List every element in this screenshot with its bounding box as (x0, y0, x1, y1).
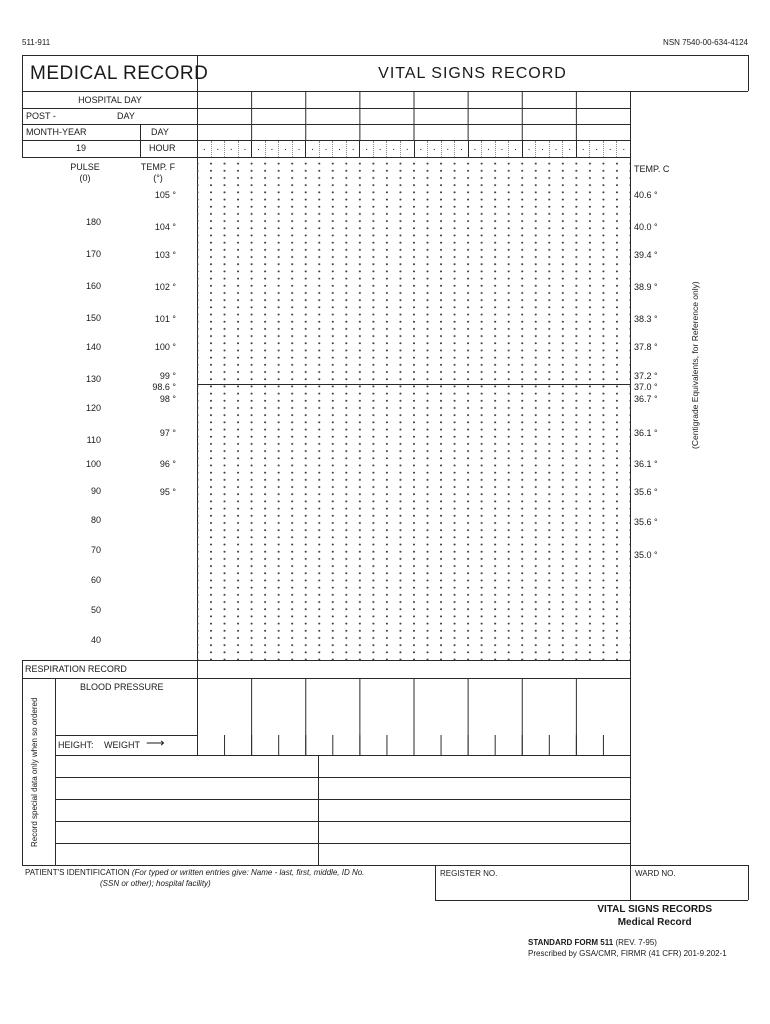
pulse-label: 50 (90, 605, 101, 615)
pulse-unit: (0) (79, 173, 91, 183)
temp-f-label: 98 ° (159, 394, 176, 404)
hour-label: HOUR (149, 143, 176, 153)
pulse-label: 130 (85, 374, 101, 384)
ward-no-field[interactable] (631, 866, 747, 899)
rule-line (140, 124, 141, 157)
hour-cell[interactable]: · (346, 141, 360, 157)
rule-line (748, 55, 749, 91)
special-data-side-note: Record special data only when so ordered (30, 697, 39, 847)
patient-id-label: PATIENT'S IDENTIFICATION (25, 868, 130, 877)
hour-cell[interactable]: · (535, 141, 549, 157)
special-data-rows[interactable] (55, 755, 630, 865)
day-columns-header[interactable] (197, 91, 630, 140)
register-no-field[interactable] (436, 866, 629, 899)
height-weight-grid[interactable] (197, 735, 630, 755)
temp-c-label: 35.6 ° (634, 487, 658, 497)
pulse-label: 120 (85, 403, 101, 413)
hour-cell[interactable]: · (373, 141, 387, 157)
hour-cell[interactable]: · (332, 141, 346, 157)
hour-cell[interactable]: · (224, 141, 238, 157)
hour-cell[interactable]: · (562, 141, 576, 157)
centigrade-note: (Centigrade Equivalents, for Reference only) (690, 281, 700, 449)
medical-record-title: MEDICAL RECORD (30, 63, 209, 84)
hour-row (197, 141, 630, 157)
height-label: HEIGHT: (58, 740, 94, 750)
temp-f-unit: (°) (153, 173, 163, 183)
temp-f-label: 99 ° (159, 371, 176, 381)
hour-cell[interactable]: · (319, 141, 333, 157)
temp-c-label: 37.0 ° (634, 382, 658, 392)
patient-id-note-2: (SSN or other); hospital facility) (100, 879, 211, 888)
temp-f-label: 101 ° (154, 314, 176, 324)
temp-f-label: 105 ° (154, 190, 176, 200)
temp-f-label: 97 ° (159, 428, 176, 438)
month-year-label: MONTH-YEAR (26, 127, 87, 137)
rule-line (748, 865, 749, 900)
hour-cell[interactable]: · (238, 141, 252, 157)
temp-c-label: 35.0 ° (634, 550, 658, 560)
hour-cell[interactable]: · (359, 141, 373, 157)
document-title-block (597, 903, 712, 929)
rule-line (22, 660, 630, 661)
hour-cell[interactable]: · (400, 141, 414, 157)
temp-c-label: 40.0 ° (634, 222, 658, 232)
hour-cell[interactable]: · (265, 141, 279, 157)
pulse-label: 70 (90, 545, 101, 555)
hour-cell[interactable]: · (414, 141, 428, 157)
rule-line (630, 91, 631, 900)
hospital-day-label: HOSPITAL DAY (78, 95, 142, 105)
form-name: STANDARD FORM 511 (528, 938, 614, 947)
temp-c-label: 40.6 ° (634, 190, 658, 200)
temp-f-header: TEMP. F (140, 162, 176, 172)
hour-cell[interactable]: · (576, 141, 590, 157)
temp-c-label: 36.1 ° (634, 459, 658, 469)
post-day-label: DAY (117, 111, 135, 121)
hour-cell[interactable]: · (278, 141, 292, 157)
hour-cell[interactable]: · (508, 141, 522, 157)
temp-f-label: 103 ° (154, 250, 176, 260)
temp-f-label: 95 ° (159, 487, 176, 497)
pulse-label: 140 (85, 342, 101, 352)
temp-c-label: 38.3 ° (634, 314, 658, 324)
patient-id-field[interactable] (22, 866, 434, 916)
vital-signs-title: VITAL SIGNS RECORD (378, 65, 567, 82)
hour-cell[interactable]: · (481, 141, 495, 157)
rule-line (22, 660, 23, 865)
hour-cell[interactable]: · (441, 141, 455, 157)
prescribed-by: Prescribed by GSA/CMR, FIRMR (41 CFR) 201-9.202-1 (528, 949, 727, 958)
rule-line (22, 55, 748, 56)
hour-cell[interactable]: · (468, 141, 482, 157)
patient-id-note-1: (For typed or written entries give: Name - last, first, middle, ID No. (131, 868, 365, 877)
hour-cell[interactable]: · (495, 141, 509, 157)
ward-no-label: WARD NO. (635, 869, 676, 878)
hour-cell[interactable]: · (603, 141, 617, 157)
pulse-label: 60 (90, 575, 101, 585)
temp-f-label: 102 ° (154, 282, 176, 292)
temp-f-label: 104 ° (154, 222, 176, 232)
hour-cell[interactable]: · (211, 141, 225, 157)
doc-title: VITAL SIGNS RECORDS (597, 904, 712, 915)
hour-cell[interactable]: · (616, 141, 630, 157)
hour-cell[interactable]: · (292, 141, 306, 157)
pulse-label: 80 (90, 515, 101, 525)
pulse-label: 110 (86, 435, 101, 445)
year-prefix-label: 19 (75, 143, 86, 153)
chart-plot-area[interactable] (197, 157, 630, 660)
pulse-label: 160 (85, 281, 101, 291)
temp-c-label: 39.4 ° (634, 250, 658, 260)
day-label: DAY (151, 127, 169, 137)
post-label: POST - (26, 111, 56, 121)
hour-cell[interactable]: · (386, 141, 400, 157)
temp-c-label: 37.8 ° (634, 342, 658, 352)
hour-cell[interactable]: · (251, 141, 265, 157)
weight-label: WEIGHT (104, 740, 140, 750)
hour-cell[interactable]: · (197, 141, 211, 157)
rule-line (435, 900, 748, 901)
doc-subtitle: Medical Record (617, 917, 692, 928)
pulse-header: PULSE (70, 162, 100, 172)
pulse-label: 170 (85, 249, 101, 259)
hour-cell[interactable]: · (305, 141, 319, 157)
form-rev: (REV. 7-95) (615, 938, 657, 947)
pulse-label: 90 (90, 486, 101, 496)
temp-c-label: 37.2 ° (634, 371, 658, 381)
temp-f-label: 98.6 ° (152, 382, 176, 392)
respiration-record-label: RESPIRATION RECORD (25, 664, 127, 674)
rule-line (22, 55, 23, 157)
pulse-label: 40 (90, 635, 101, 645)
rule-line (55, 735, 197, 736)
nsn-number: NSN 7540-00-634-4124 (663, 38, 748, 47)
blood-pressure-label: BLOOD PRESSURE (80, 682, 164, 692)
pulse-label: 100 (85, 459, 101, 469)
temp-c-label: 38.9 ° (634, 282, 658, 292)
register-no-label: REGISTER NO. (440, 869, 498, 878)
weight-arrow-icon: ⟶ (146, 735, 165, 750)
temp-c-header: TEMP. C (634, 164, 670, 174)
hour-cell[interactable]: · (589, 141, 603, 157)
temp-c-label: 36.7 ° (634, 394, 658, 404)
temp-c-label: 36.1 ° (634, 428, 658, 438)
pulse-label: 180 (85, 217, 101, 227)
temp-f-label: 100 ° (154, 342, 176, 352)
form-name-line (528, 938, 657, 948)
temp-f-label: 96 ° (159, 459, 176, 469)
hour-cell[interactable]: · (522, 141, 536, 157)
form-code: 511-911 (22, 38, 51, 47)
hour-cell[interactable]: · (427, 141, 441, 157)
hour-cell[interactable]: · (454, 141, 468, 157)
hour-cell[interactable]: · (549, 141, 563, 157)
temp-c-label: 35.6 ° (634, 517, 658, 527)
pulse-label: 150 (85, 313, 101, 323)
